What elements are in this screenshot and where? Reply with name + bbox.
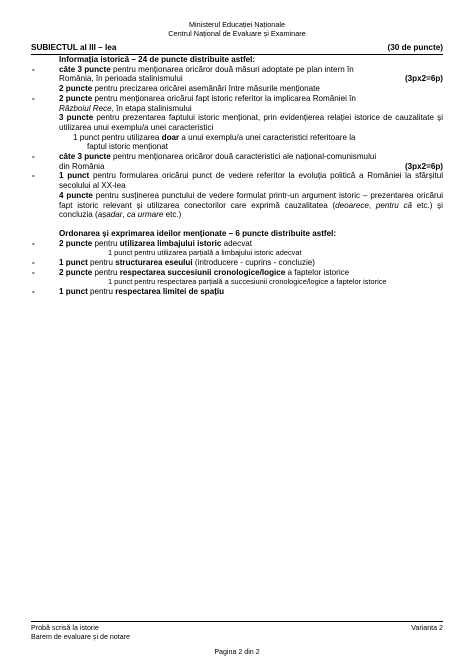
score-formula: (3px2=6p) xyxy=(404,74,443,84)
criterion-item-2-partial-cont: faptul istoric menționat xyxy=(87,142,168,152)
criterion-item-2-partial: 1 punct pentru utilizarea doar a unui exemplu/a unei caracteristici referitoare la xyxy=(73,132,356,142)
score-formula: (3px2=6p) xyxy=(404,161,443,171)
ordering-item-3-sub: 1 punct pentru respectarea parțială a succesiunii cronologice/logice a faptelor istorice xyxy=(108,277,387,287)
subject-title: SUBIECTUL al III – lea xyxy=(31,43,117,52)
criterion-item-4: - 1 punct pentru formularea oricărui punct de vedere referitor la evoluția politică a României la sfârșitul secolului al XX-lea xyxy=(32,171,444,191)
bullet-dash: - xyxy=(32,171,35,181)
subject-points: (30 de puncte) xyxy=(387,43,443,52)
ordering-item-1: - 2 puncte pentru utilizarea limbajului istoric adecvat xyxy=(32,238,252,248)
subject-heading xyxy=(31,43,443,55)
criterion-item-1-sub: 2 puncte pentru precizarea oricărei asemănări între măsurile menționate xyxy=(59,84,320,94)
criterion-item-2: - 2 puncte pentru menționarea oricărui fapt istoric referitor la implicarea României în Războiul Rece, în etapa stalinismului xyxy=(32,93,356,113)
bullet-dash: - xyxy=(32,258,35,268)
criterion-item-4-argument: 4 puncte pentru susținerea punctului de vedere formulat printr-un argument istoric – prezentarea oricărui fapt istoric relevant și utilizarea conectorilor care exprimă cauzalitatea (deoarece, pentru că etc.) și concluzia (așadar, ca urmare etc.) xyxy=(59,190,443,220)
page-number: Pagina 2 din 2 xyxy=(214,648,260,656)
footer-barem: Barem de evaluare și de notare xyxy=(31,633,130,641)
bullet-dash: - xyxy=(32,238,35,248)
ordering-item-3: - 2 puncte pentru respectarea succesiunii cronologice/logice a faptelor istorice xyxy=(32,267,350,277)
document-footer xyxy=(31,621,443,642)
document-header xyxy=(0,20,474,38)
section-historical-info-title: Informația istorică – 24 de puncte distribuite astfel: xyxy=(59,55,256,64)
section-ordering-title: Ordonarea și exprimarea ideilor menționate – 6 puncte distribuite astfel: xyxy=(59,228,337,238)
bullet-dash: - xyxy=(32,93,35,103)
bullet-dash: - xyxy=(32,152,35,162)
ministry-name: Ministerul Educației Naționale xyxy=(188,20,286,29)
center-name: Centrul Național de Evaluare și Examinare xyxy=(168,29,306,38)
bullet-dash: - xyxy=(32,287,35,297)
bullet-dash: - xyxy=(32,267,35,277)
footer-variant: Varianta 2 xyxy=(411,624,443,632)
criterion-item-2-presentation: 3 puncte pentru prezentarea faptului istoric menționat, prin evidențierea relației istorice de cauzalitate și utilizarea unui exemplu/a unei caracteristici xyxy=(59,113,443,132)
ordering-item-2: - 1 punct pentru structurarea eseului (introducere - cuprins - concluzie) xyxy=(32,258,315,268)
footer-exam-name: Probă scrisă la istorie xyxy=(31,624,99,632)
criterion-item-3: - câte 3 puncte pentru menționarea oricăror două caracteristici ale național-comunismului din România (3px2=6p) xyxy=(32,152,443,171)
ordering-item-1-sub: 1 punct pentru utilizarea parțială a limbajului istoric adecvat xyxy=(108,248,302,258)
criterion-item-1: - câte 3 puncte pentru menționarea oricăror două măsuri adoptate pe plan intern în România, în perioada stalinismului (3px2=6p) xyxy=(32,64,443,84)
bullet-dash: - xyxy=(32,64,35,74)
ordering-item-4: - 1 punct pentru respectarea limitei de spațiu xyxy=(32,287,225,297)
grading-content xyxy=(31,55,443,297)
